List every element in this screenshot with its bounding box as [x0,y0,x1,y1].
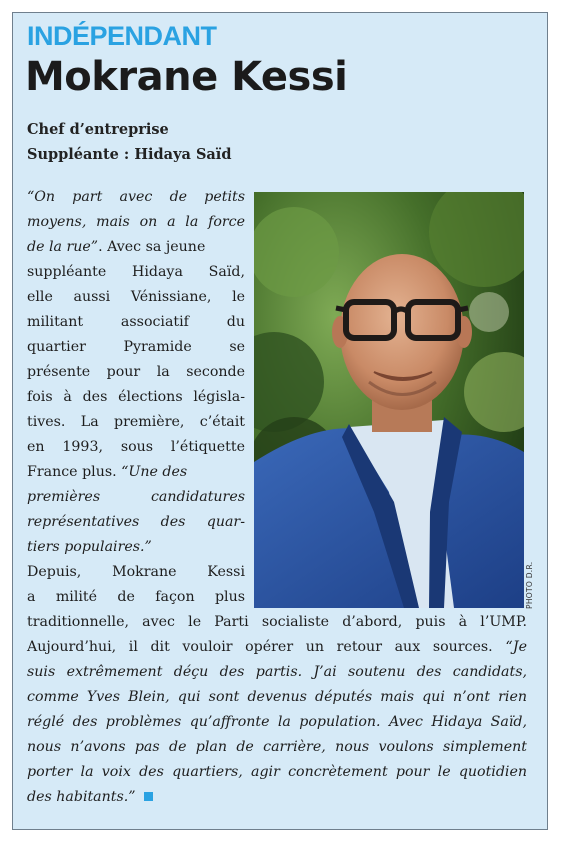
photo-credit: PHOTO D.R. [525,561,534,609]
body-line [27,640,527,654]
body-line: elle aussi Vénissiane, le [27,289,245,305]
body-line: tiers populaires.” [27,539,152,555]
candidate-name: Mokrane Kessi [25,54,348,100]
body-line: porter la voix des quartiers, agir concrètement pour le quotidien [27,764,527,780]
text-fragment: Aujourd’hui, il dit vouloir opérer un retour aux sources. [27,639,506,655]
text-fragment: . Avec sa jeune [98,239,206,255]
occupation: Chef d’entreprise [27,121,169,138]
body-line [27,240,245,254]
quote-fragment: de la rue” [27,239,99,255]
body-line: fois à des élections législa- [27,389,245,405]
body-line: présente pour la seconde [27,364,245,380]
candidate-box [12,12,548,830]
body-line: traditionnelle, avec le Parti socialiste d’abord, puis à l’UMP. [27,614,527,630]
body-line: représentatives des quar- [27,514,245,530]
body-line [27,465,245,479]
substitute: Suppléante : Hidaya Saïd [27,146,232,163]
quote-fragment: “Je [505,639,527,655]
body-line: comme Yves Blein, qui sont devenus députés mais qui n’ont rien [27,689,527,705]
body-line: nous n’avons pas de plan de carrière, nous voulons simplement [27,739,527,755]
body-line: suis extrêmement déçu des partis. J’ai soutenu des candidats, [27,664,527,680]
quote-fragment: “Une des [121,464,188,480]
candidate-photo [254,192,524,608]
body-line: tives. La première, c’était [27,414,245,430]
body-line: militant associatif du [27,314,245,330]
quote-fragment: des habitants.” [27,789,136,805]
body-line: Depuis, Mokrane Kessi [27,564,245,580]
body-line: moyens, mais on a la force [27,214,245,230]
text-fragment: France plus. [27,464,122,480]
party-label: INDÉPENDANT [27,21,217,51]
body-line: premières candidatures [27,489,245,505]
end-square-icon [144,792,153,801]
body-line: réglé des problèmes qu’affronte la population. Avec Hidaya Saïd, [27,714,527,730]
body-line: suppléante Hidaya Saïd, [27,264,245,280]
body-line: a milité de façon plus [27,589,245,605]
body-line: quartier Pyramide se [27,339,245,355]
body-line [27,790,527,804]
body-line: en 1993, sous l’étiquette [27,439,245,455]
body-line: “On part avec de petits [27,189,245,205]
